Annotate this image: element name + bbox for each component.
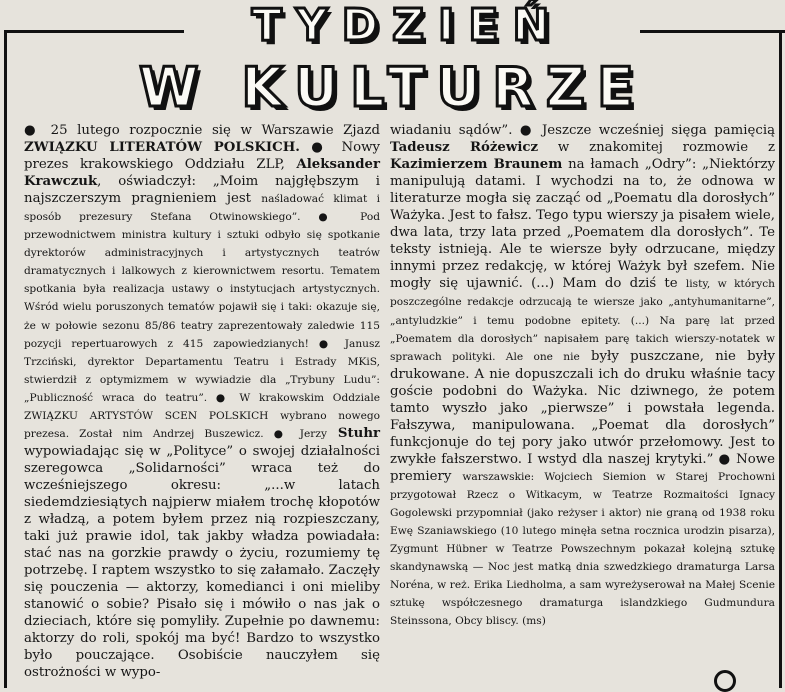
right-column [390, 122, 775, 630]
right-column-segment: w znakomitej rozmowie z [538, 140, 775, 156]
left-column-segment: ● Nowy prezes krakowskiego Oddziału ZLP, [24, 140, 381, 173]
right-column-text [390, 122, 775, 630]
right-column-segment: warszawskie: Wojciech Siemion w Starej Prochowni przygotował Rzecz o Witkacym, w Teatrze Rozmaitości Ignacy Gogolewski przypomniał (jako reżyser i aktor) nie graną od 1938 roku Ewę Szaniawskiego (10 lutego minęła setna rocznica urodzin pisarza), Zygmunt Hübner w Teatrze Powszechnym pokazał kolejną sztukę skandynawską — Noc jest matką dnia szwedzkiego dramaturga Larsa Noréna, w reż. Erika Liedholma, a sam wyreżyserował na Małej Scenie sztukę współczesnego dramaturga islandzkiego Gudmundura Steinssona, Obcy bliscy. (ms) [390, 470, 776, 628]
title-line-1: TYDZIEŃ [251, 0, 564, 51]
left-column-text [24, 122, 380, 682]
right-column-segment: wiadaniu sądów”. ● Jeszcze wcześniej sięga pamięcią [390, 123, 775, 138]
title-line-2: W KULTURZE [139, 56, 646, 119]
right-column-segment: Tadeusz Różewicz [390, 140, 539, 156]
frame-right [779, 30, 782, 688]
left-column-segment: Aleksander Krawczuk [24, 157, 380, 190]
left-column-segment: , oświadczył: „Moim najgłębszym i najszczerszym pragnieniem jest [24, 174, 380, 207]
right-column-segment: były puszczane, nie były drukowane. A nie dopuszczali ich do druku właśnie tacy goście podobni do Ważyka. Nic dziwnego, że potem tamto wyszło jako „pierwsze” i powstała legenda. Fałszywa, manipulowana. „Poemat dla dorosłych” funkcjonuje do tej pory jako utwór przełomowy. Jest to zwykłe fałszerstwo. I wstyd dla naszej krytyki.” ● Nowe premiery [390, 348, 775, 484]
right-column-segment: listy, w których poszczególne redakcje odrzucają te wiersze jako „antyhumanitarne”, „antyludzkie” i temu podobne epitety. (...) Na parę lat przed „Poematem dla dorosłych” napisałem parę takich wierszy-notatek w sprawach polityki. Ale one nie [390, 278, 775, 363]
left-column-segment: naśladować klimat i sposób prezesury Stefana Otwinowskiego”. ● Pod przewodnictwem ministra kultury i sztuki odbyło się spotkanie dyrektorów administracyjnych i artystycznych teatrów dramatycznych i lalkowych z kierownictwem resortu. Tematem spotkania była realizacja ustawy o instytucjach artystycznych. Wśród wielu poruszonych tematów pojawił się i taki: okazuje się, że w połowie sezonu 85/86 teatry zaprezentowały zaledwie 115 pozycji repertuarowych z 415 zapowiedzianych! ● Janusz Trzciński, dyrektor Departamentu Teatru i Estrady MKiS, stwierdził z optymizmem w wywiadzie dla „Trybuny Ludu”: „Publiczność wraca do teatru”. ● W krakowskim Oddziale ZWIĄZKU ARTYSTÓW SCEN POLSKICH wybrano nowego prezesa. Został nim Andrzej Buszewicz. ● Jerzy [24, 193, 380, 440]
right-column-segment: na łamach „Odry”: „Niektórzy manipulują datami. I wychodzi na to, że odnowa w literaturze mogła się zacząć od „Poematu dla dorosłych” Ważyka. Jest to fałsz. Tego typu wierszy ja pisałem wiele, dwa lata, trzy lata przed „Poematem dla dorosłych”. Te teksty istnieją. Ale te wiersze były odrzucane, między innymi przez redakcję, w której Ważyk był szefem. Nie mogły się ujawnić. (...) Mam do dziś te [390, 157, 775, 292]
frame-left [4, 30, 7, 688]
left-column-segment: ZWIĄZKU LITERATÓW POLSKICH. [24, 140, 300, 156]
left-column-segment: wypowiadając się w „Polityce” o swojej działalności szeregowca „Solidarności” wraca też do wcześniejszego okresu: „...w latach siedemdziesiątych najpierw miałem trochę kłopotów z władzą, a potem byłem przez nią rozpieszczany, taki już prawie idol, tak jakby władza powiadała: stać nas na gorzkie prawdy o życiu, rozumiemy tę potrzebę. I raptem wszystko to się załamało. Zaczęły się pouczenia — aktorzy, komedianci i oni mieliby stanowić o sobie? Pisało się i mówiło o nas jak o dzieciach, które się pomyliły. Zupełnie po dawnemu: aktorzy do roli, spokój ma być! Bardzo to wszystko było pouczające. Osobiście nauczyłem się ostrożności w wypo- [24, 443, 380, 681]
left-column-segment [327, 426, 338, 441]
right-column-segment: Kazimierzem Braunem [390, 157, 563, 173]
page-corner-mark [714, 670, 736, 692]
left-column-segment: ● 25 lutego rozpocznie się w Warszawie Zjazd [24, 123, 380, 138]
left-column-segment: Stuhr [337, 425, 380, 441]
left-column [24, 122, 380, 682]
